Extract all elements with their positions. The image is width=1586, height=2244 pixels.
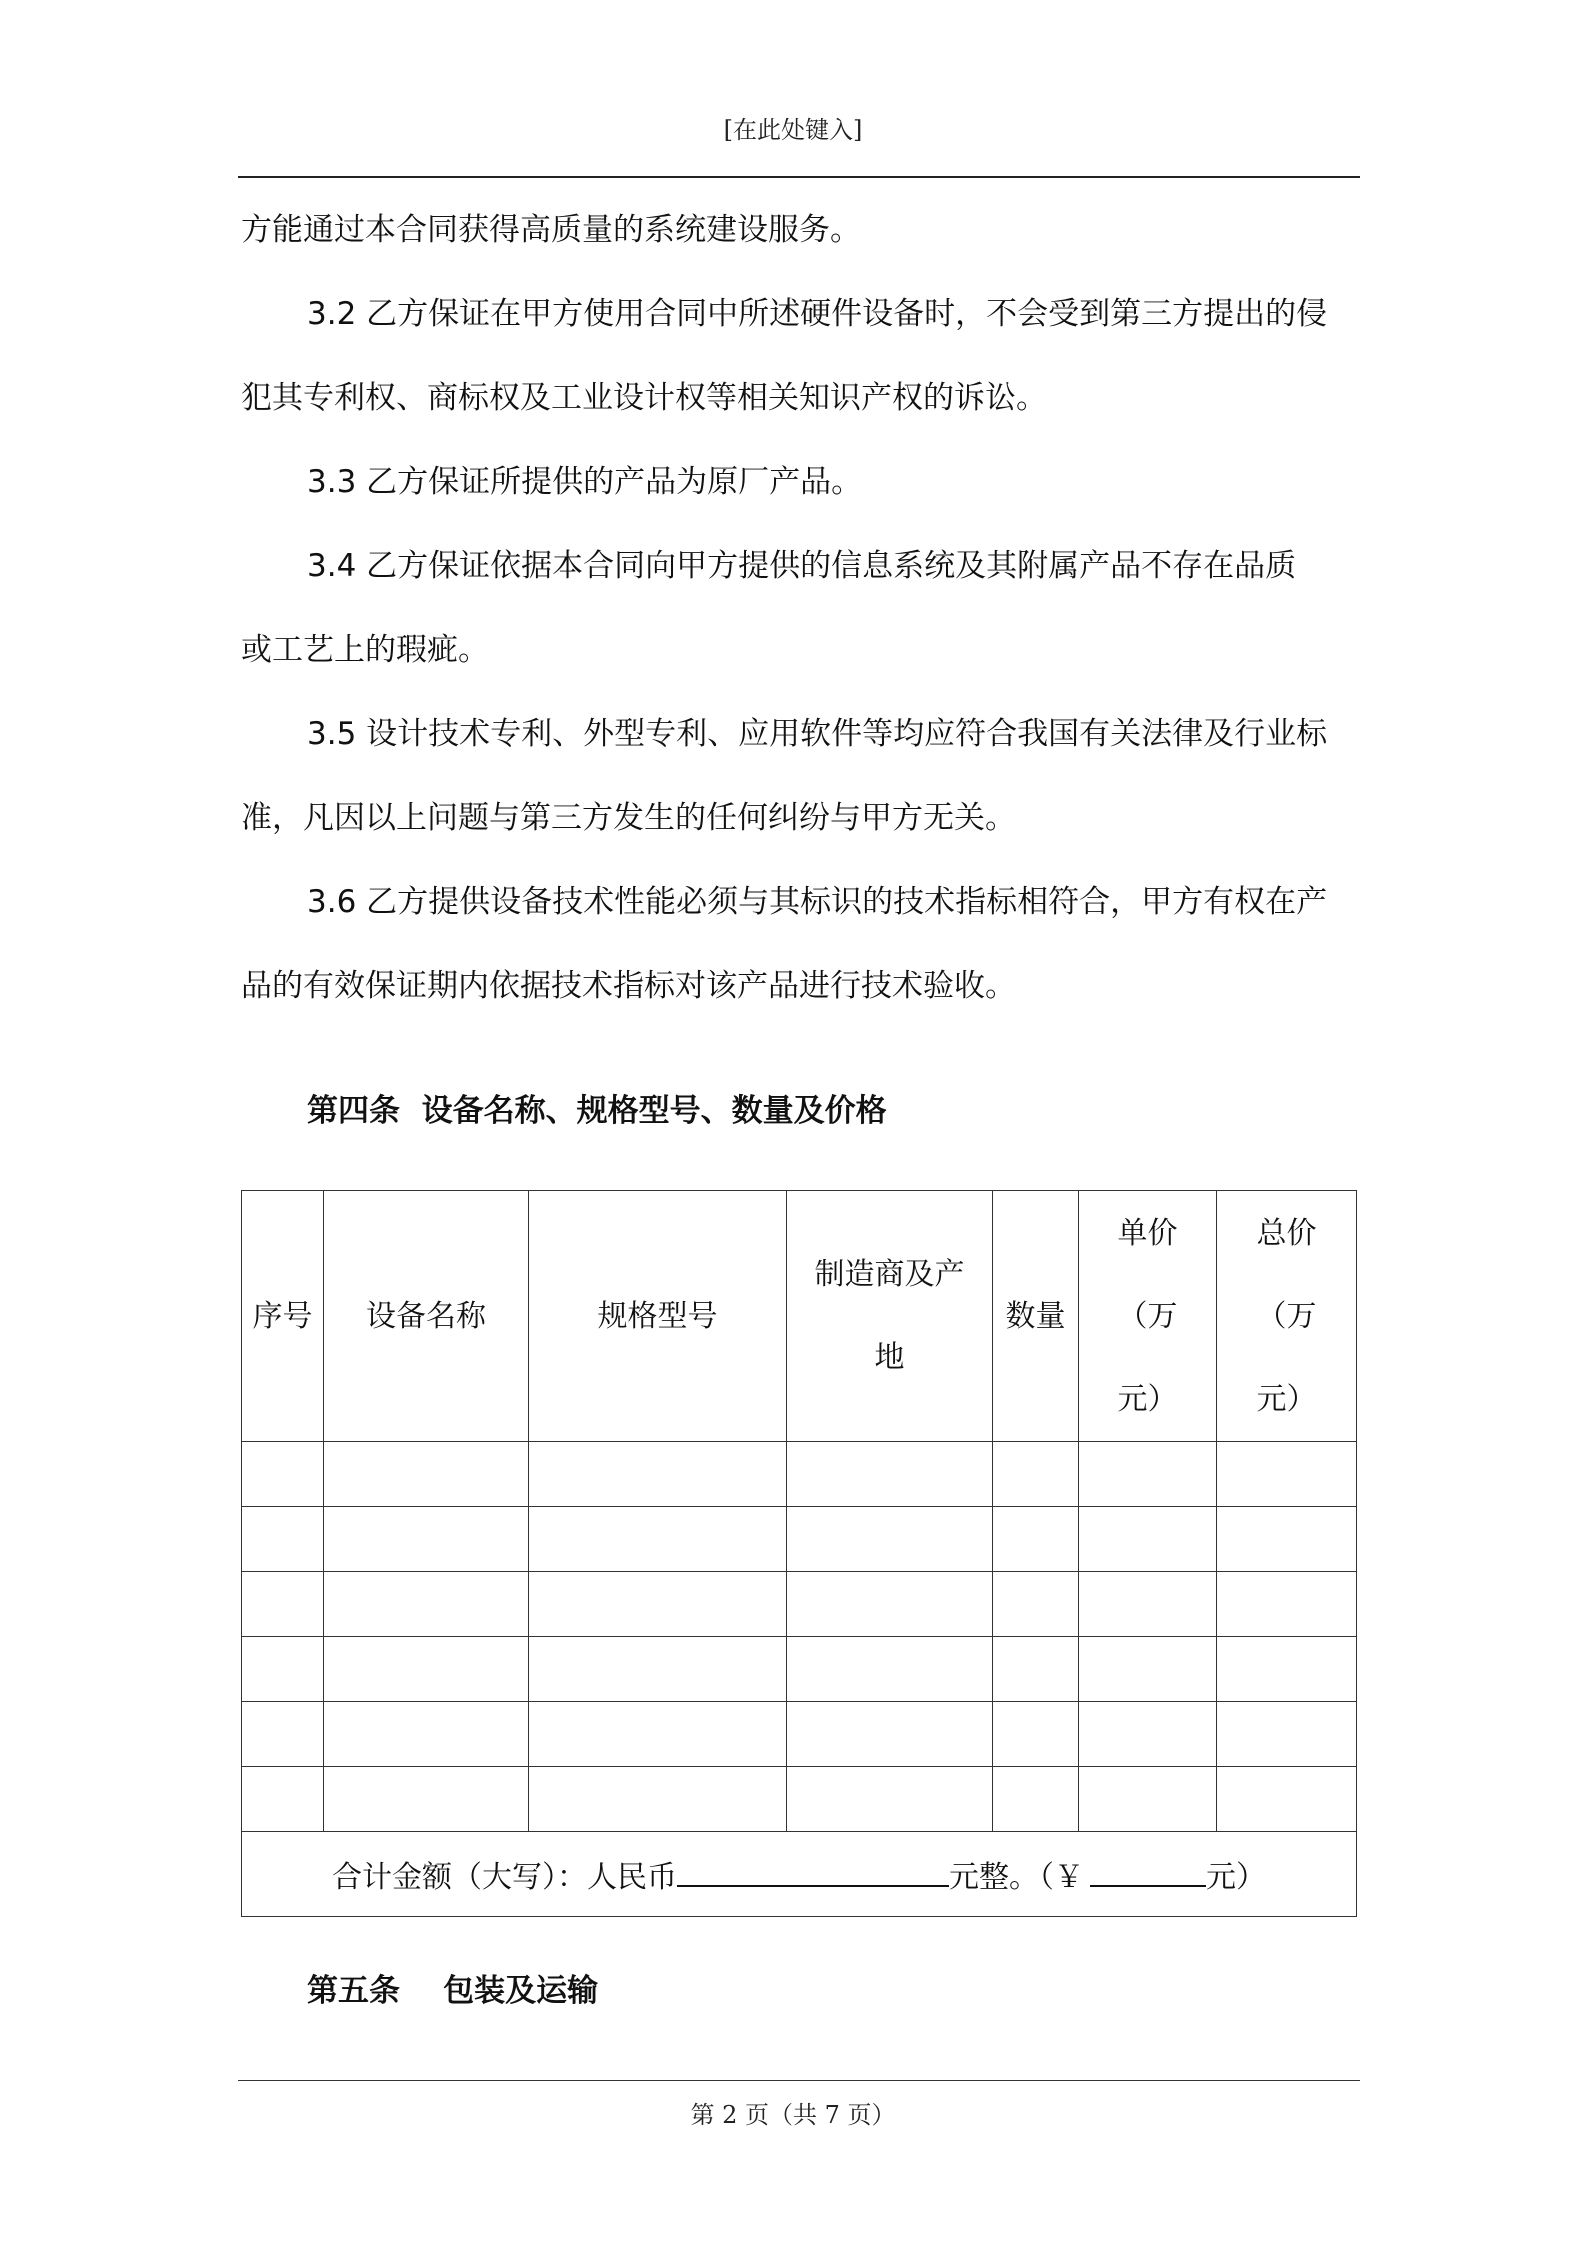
header-rule — [238, 176, 1360, 178]
table-row — [242, 1442, 1357, 1507]
body-text — [241, 188, 1371, 1028]
header-model-spec: 规格型号 — [529, 1191, 787, 1442]
paragraph-3-5-line-2: 准，凡因以上问题与第三方发生的任何纠纷与甲方无关。 — [241, 800, 1016, 836]
total-amount-end: 元） — [1206, 1860, 1266, 1895]
paragraph-3-2-line-2: 犯其专利权、商标权及工业设计权等相关知识产权的诉讼。 — [241, 380, 1047, 416]
total-amount-label: 合计金额（大写）：人民币 — [332, 1860, 677, 1895]
amount-in-figures-blank[interactable] — [1090, 1857, 1206, 1887]
section-4-heading: 第四条 设备名称、规格型号、数量及价格 — [307, 1093, 887, 1129]
table-row — [242, 1702, 1357, 1767]
header-quantity: 数量 — [993, 1191, 1079, 1442]
total-amount-cell — [242, 1832, 1357, 1917]
equipment-table — [241, 1190, 1357, 1917]
table-header-row — [242, 1191, 1357, 1442]
header-total-price: 总价 （万 元） — [1217, 1191, 1357, 1442]
paragraph-3-3: 3.3 乙方保证所提供的产品为原厂产品。 — [307, 464, 863, 500]
header-manufacturer-origin: 制造商及产 地 — [787, 1191, 993, 1442]
table-row — [242, 1767, 1357, 1832]
table-row — [242, 1507, 1357, 1572]
header-equipment-name: 设备名称 — [324, 1191, 529, 1442]
section-5-heading: 第五条 包装及运输 — [307, 1973, 599, 2009]
paragraph-3-6-line-2: 品的有效保证期内依据技术指标对该产品进行技术验收。 — [241, 968, 1016, 1004]
total-amount-row — [242, 1832, 1357, 1917]
table-row — [242, 1637, 1357, 1702]
paragraph-3-5-line-1: 3.5 设计技术专利、外型专利、应用软件等均应符合我国有关法律及行业标 — [307, 716, 1328, 752]
header-serial-number: 序号 — [242, 1191, 324, 1442]
total-amount-suffix: 元整。（￥ — [949, 1860, 1084, 1895]
page-header: [在此处键入] — [723, 116, 863, 144]
header-unit-price: 单价 （万 元） — [1079, 1191, 1217, 1442]
paragraph-3-6-line-1: 3.6 乙方提供设备技术性能必须与其标识的技术指标相符合，甲方有权在产 — [307, 884, 1328, 920]
amount-in-words-blank[interactable] — [677, 1857, 949, 1887]
table-row — [242, 1572, 1357, 1637]
paragraph-3-4-line-2: 或工艺上的瑕疵。 — [241, 632, 489, 668]
paragraph-3-4-line-1: 3.4 乙方保证依据本合同向甲方提供的信息系统及其附属产品不存在品质 — [307, 548, 1297, 584]
paragraph-3-2-line-1: 3.2 乙方保证在甲方使用合同中所述硬件设备时，不会受到第三方提出的侵 — [307, 296, 1328, 332]
page-footer: 第 2 页（共 7 页） — [690, 2101, 896, 2129]
footer-rule — [238, 2080, 1360, 2081]
paragraph-3-1-continued: 方能通过本合同获得高质量的系统建设服务。 — [241, 212, 861, 248]
